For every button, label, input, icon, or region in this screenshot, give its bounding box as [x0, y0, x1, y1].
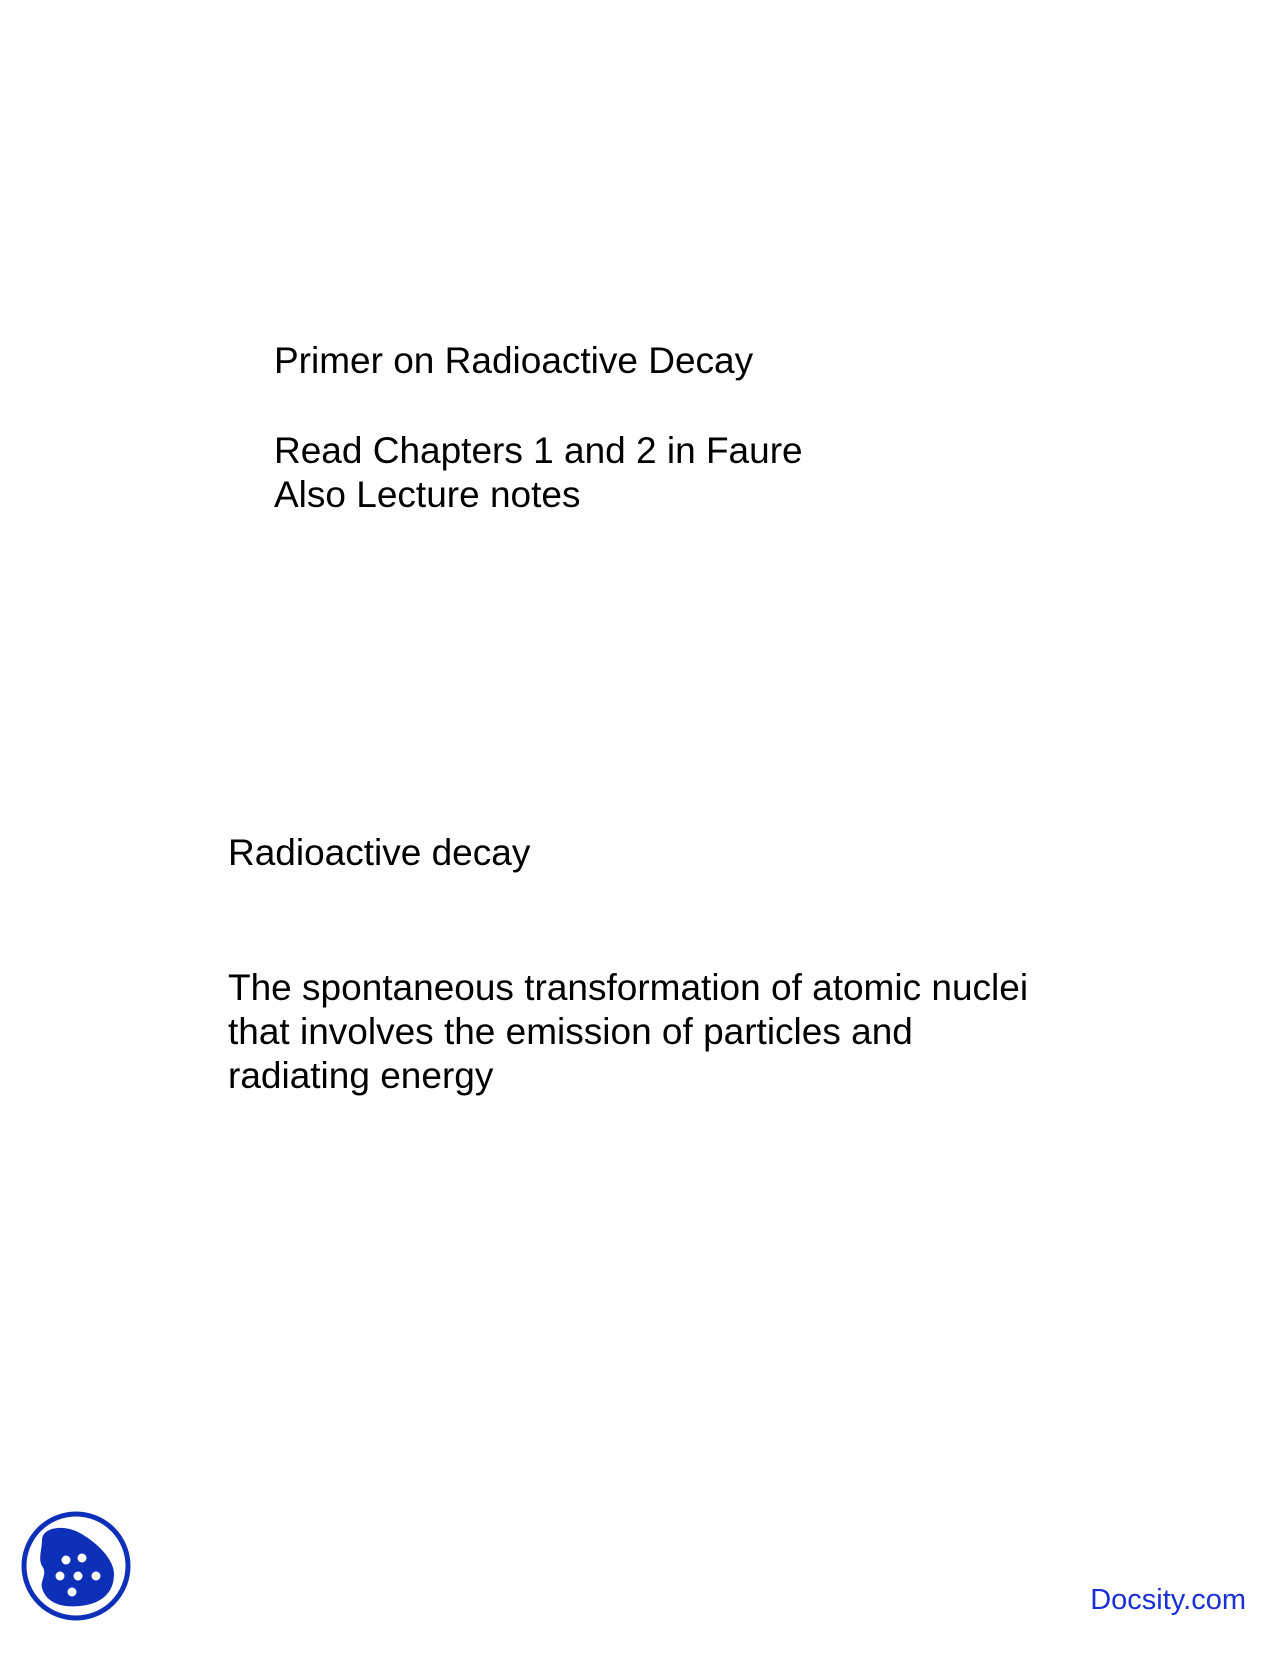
definition-line: that involves the emission of particles and	[228, 1011, 913, 1052]
reading-assignment: Read Chapters 1 and 2 in Faure	[274, 430, 803, 471]
definition-line: radiating energy	[228, 1055, 494, 1096]
docsity-logo-icon	[20, 1510, 132, 1622]
section-heading: Radioactive decay	[228, 832, 531, 873]
docsity-brand-link[interactable]: Docsity.com	[1090, 1584, 1246, 1616]
slide-title: Primer on Radioactive Decay	[274, 340, 754, 381]
definition-paragraph	[228, 966, 1028, 1098]
definition-line: The spontaneous transformation of atomic nuclei	[228, 967, 1029, 1008]
lecture-notes-line: Also Lecture notes	[274, 474, 581, 515]
